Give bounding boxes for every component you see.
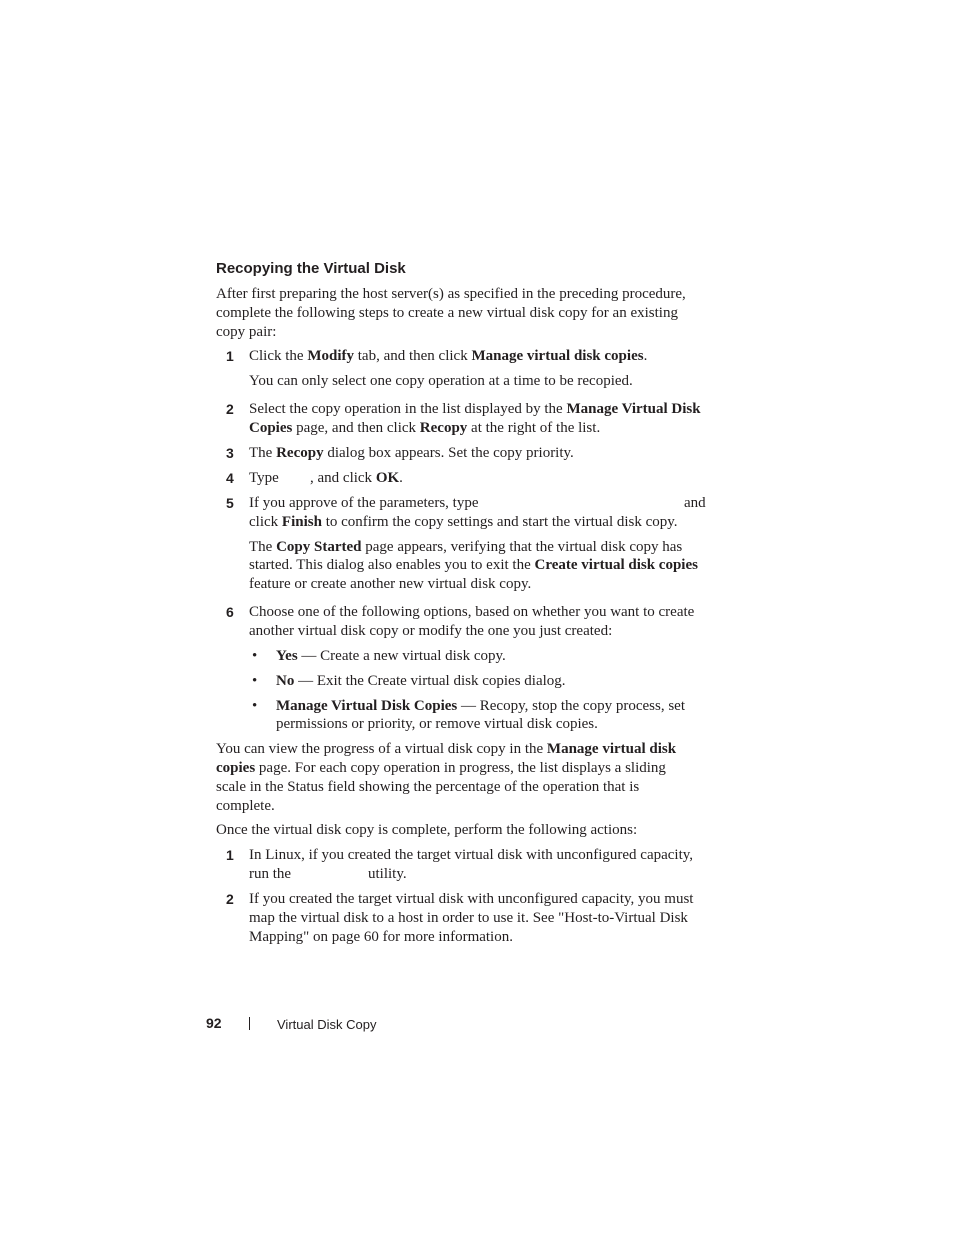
bullet-icon: • <box>252 673 258 689</box>
step-4-type: Type <box>249 470 279 486</box>
text: You can view the progress of a virtual disk copy in the <box>216 741 547 757</box>
once-paragraph: Once the virtual disk copy is complete, perform the following actions: <box>216 822 638 838</box>
text: at the right of the list. <box>467 420 601 436</box>
manage-copies-ref: Manage virtual disk copies <box>471 348 644 364</box>
step-1-text <box>249 347 647 366</box>
bullet-icon: • <box>252 698 258 714</box>
copy-started-ref: Copy Started <box>276 539 362 555</box>
step-5-para-line-1 <box>249 538 682 557</box>
no-ref: No <box>276 673 295 689</box>
step-1-note: You can only select one copy operation at a time to be recopied. <box>249 373 633 389</box>
step-number: 3 <box>226 445 234 461</box>
step-number: 5 <box>226 495 234 511</box>
modify-tab-ref: Modify <box>307 348 354 364</box>
progress-line-4: complete. <box>216 798 275 814</box>
option-manage <box>276 697 685 716</box>
step-number: 6 <box>226 604 234 620</box>
recopy-ref: Recopy <box>419 420 468 436</box>
create-copies-ref: Create virtual disk copies <box>534 557 698 573</box>
intro-line-1: After first preparing the host server(s) as specified in the preceding procedure, <box>216 286 686 302</box>
step-5-para-line-2 <box>249 556 698 575</box>
step-5-line-2 <box>249 513 678 532</box>
text: page, and then click <box>292 420 420 436</box>
bullet-icon: • <box>252 648 258 664</box>
intro-line-3: copy pair: <box>216 324 277 340</box>
text: The <box>249 539 277 555</box>
text: — Exit the Create virtual disk copies dialog. <box>294 673 566 689</box>
step-5-para-line-3: feature or create another new virtual disk copy. <box>249 576 532 592</box>
text: page. For each copy operation in progress, the list displays a sliding <box>255 760 666 776</box>
option-manage-line-2: permissions or priority, or remove virtual disk copies. <box>276 716 598 732</box>
step-number: 2 <box>226 401 234 417</box>
copies-ref: copies <box>216 760 256 776</box>
page-number: 92 <box>206 1015 222 1031</box>
progress-line-2 <box>216 759 666 778</box>
intro-line-2: complete the following steps to create a new virtual disk copy for an existing <box>216 305 678 321</box>
step-6-line-1: Choose one of the following options, based on whether you want to create <box>249 604 695 620</box>
text: Select the copy operation in the list displayed by the <box>249 401 567 417</box>
step-number: 1 <box>226 348 234 364</box>
yes-ref: Yes <box>276 648 298 664</box>
text: — Recopy, stop the copy process, set <box>457 698 685 714</box>
step-2-line-2 <box>249 419 600 438</box>
step-3-text <box>249 444 574 463</box>
after-1-utility: utility. <box>368 866 407 882</box>
text: — Create a new virtual disk copy. <box>297 648 506 664</box>
section-heading: Recopying the Virtual Disk <box>216 260 406 277</box>
step-4-text <box>310 469 403 488</box>
text: . <box>643 348 648 364</box>
step-6-line-2: another virtual disk copy or modify the one you just created: <box>249 623 613 639</box>
step-number: 4 <box>226 470 234 486</box>
after-2-line-3: Mapping" on page 60 for more information. <box>249 929 513 945</box>
copies-ref: Copies <box>249 420 293 436</box>
after-2-line-2: map the virtual disk to a host in order to use it. See "Host-to-Virtual Disk <box>249 910 688 926</box>
step-5-line-1: If you approve of the parameters, type <box>249 495 479 511</box>
manage-copies-page-ref: Manage Virtual Disk <box>566 401 701 417</box>
footer-separator <box>249 1017 250 1030</box>
text: The <box>249 445 277 461</box>
text: to confirm the copy settings and start the virtual disk copy. <box>321 514 678 530</box>
finish-ref: Finish <box>281 514 322 530</box>
text: tab, and then click <box>354 348 472 364</box>
manage-copies-option-ref: Manage Virtual Disk Copies <box>276 698 458 714</box>
step-number: 1 <box>226 847 234 863</box>
progress-line-3: scale in the Status field showing the percentage of the operation that is <box>216 779 640 795</box>
after-2-line-1: If you created the target virtual disk with unconfigured capacity, you must <box>249 891 694 907</box>
text: dialog box appears. Set the copy priority. <box>323 445 574 461</box>
step-5-and: and <box>684 495 706 511</box>
option-yes <box>276 647 506 666</box>
text: page appears, verifying that the virtual disk copy has <box>361 539 683 555</box>
text: . <box>399 470 403 486</box>
recopy-dialog-ref: Recopy <box>276 445 324 461</box>
step-2-line-1 <box>249 400 701 419</box>
ok-ref: OK <box>375 470 400 486</box>
text: Click the <box>249 348 308 364</box>
text: click <box>249 514 282 530</box>
footer-title: Virtual Disk Copy <box>277 1017 377 1032</box>
step-number: 2 <box>226 891 234 907</box>
option-no <box>276 672 566 691</box>
manage-copies-page-ref: Manage virtual disk <box>546 741 677 757</box>
after-1-run-the: run the <box>249 866 292 882</box>
text: started. This dialog also enables you to exit the <box>249 557 535 573</box>
text: , and click <box>310 470 376 486</box>
progress-line-1 <box>216 740 676 759</box>
after-1-line-1: In Linux, if you created the target virtual disk with unconfigured capacity, <box>249 847 694 863</box>
